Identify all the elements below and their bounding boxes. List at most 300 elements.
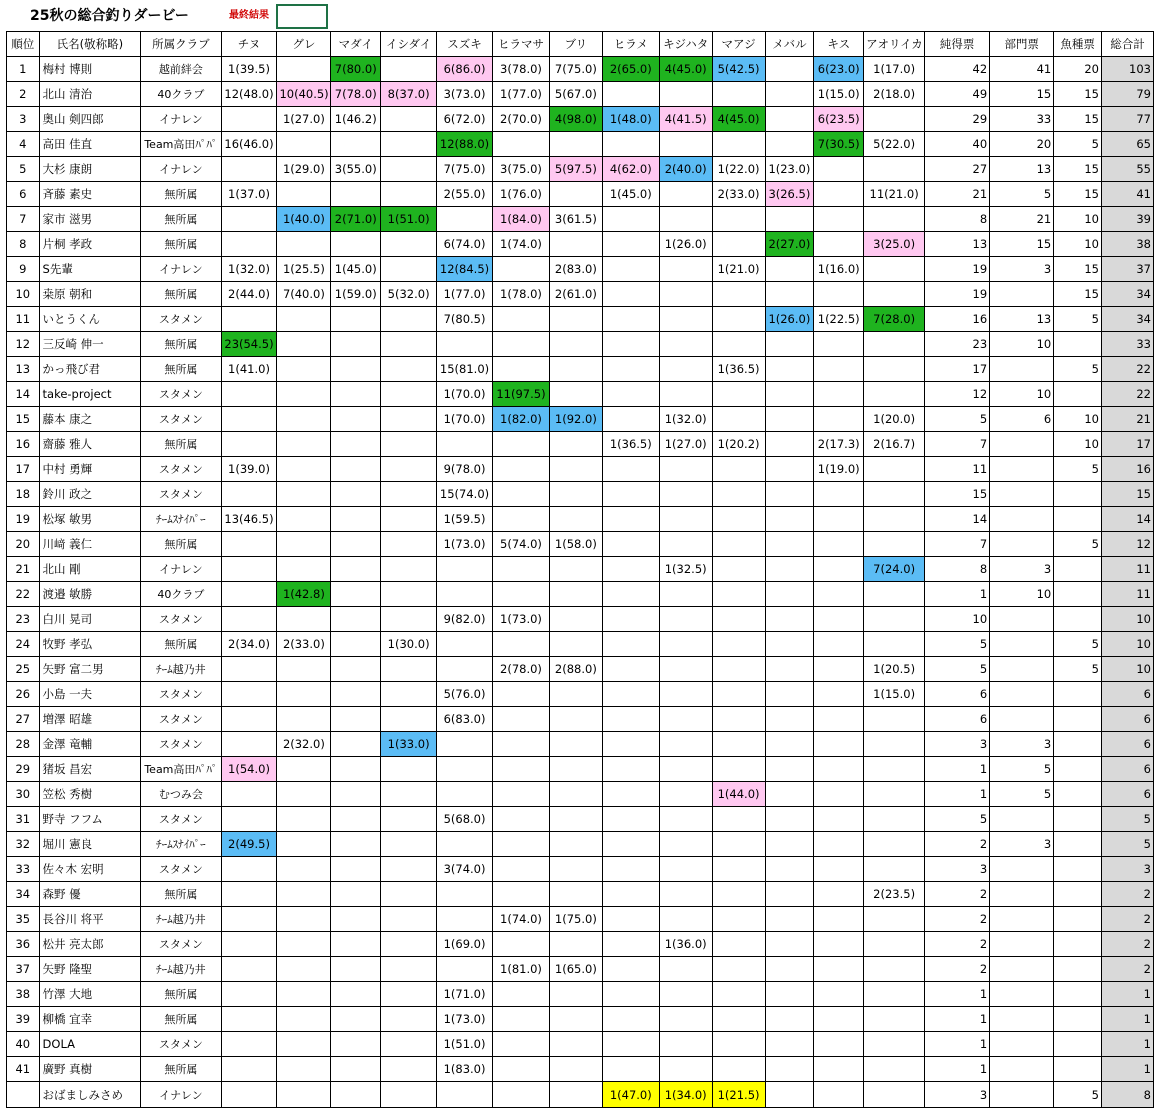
net-votes-cell[interactable]: 5 <box>925 407 990 432</box>
fish-score-cell[interactable] <box>814 1007 864 1032</box>
fish-score-cell[interactable] <box>602 957 659 982</box>
rank-cell[interactable]: 25 <box>7 657 40 682</box>
fish-score-cell[interactable] <box>493 357 550 382</box>
fish-score-cell[interactable] <box>864 907 925 932</box>
fish-score-cell[interactable] <box>814 907 864 932</box>
fish-score-cell[interactable]: 1(73.0) <box>493 607 550 632</box>
fish-score-cell[interactable] <box>659 182 712 207</box>
fish-score-cell[interactable] <box>765 282 814 307</box>
name-cell[interactable]: 笠松 秀樹 <box>39 782 141 807</box>
fish-score-cell[interactable]: 1(25.5) <box>277 257 331 282</box>
fish-score-cell[interactable] <box>814 782 864 807</box>
species-votes-cell[interactable] <box>1054 1032 1102 1057</box>
fish-score-cell[interactable] <box>331 457 381 482</box>
fish-score-cell[interactable] <box>549 132 602 157</box>
fish-score-cell[interactable] <box>864 207 925 232</box>
rank-cell[interactable]: 19 <box>7 507 40 532</box>
fish-score-cell[interactable] <box>381 757 437 782</box>
fish-score-cell[interactable] <box>221 857 277 882</box>
fish-score-cell[interactable]: 1(74.0) <box>493 232 550 257</box>
fish-score-cell[interactable] <box>864 982 925 1007</box>
name-cell[interactable]: 中村 勇輝 <box>39 457 141 482</box>
fish-score-cell[interactable] <box>331 232 381 257</box>
rank-cell[interactable]: 30 <box>7 782 40 807</box>
fish-score-cell[interactable] <box>331 332 381 357</box>
club-cell[interactable]: ﾁｰﾑ越乃井 <box>141 907 221 932</box>
fish-score-cell[interactable] <box>712 532 765 557</box>
fish-score-cell[interactable] <box>493 632 550 657</box>
fish-score-cell[interactable] <box>814 407 864 432</box>
fish-score-cell[interactable]: 3(73.0) <box>437 82 493 107</box>
grand-total-cell[interactable]: 2 <box>1102 957 1154 982</box>
fish-score-cell[interactable] <box>331 382 381 407</box>
column-header[interactable]: 所属クラブ <box>141 32 221 57</box>
fish-score-cell[interactable] <box>765 957 814 982</box>
column-header[interactable]: 純得票 <box>925 32 990 57</box>
species-votes-cell[interactable] <box>1054 932 1102 957</box>
fish-score-cell[interactable] <box>814 932 864 957</box>
fish-score-cell[interactable] <box>549 507 602 532</box>
fish-score-cell[interactable] <box>814 1057 864 1082</box>
rank-cell[interactable]: 15 <box>7 407 40 432</box>
fish-score-cell[interactable]: 7(80.5) <box>437 307 493 332</box>
fish-score-cell[interactable] <box>602 832 659 857</box>
fish-score-cell[interactable]: 1(76.0) <box>493 182 550 207</box>
fish-score-cell[interactable]: 7(75.0) <box>549 57 602 82</box>
fish-score-cell[interactable] <box>712 132 765 157</box>
net-votes-cell[interactable]: 19 <box>925 282 990 307</box>
fish-score-cell[interactable]: 6(23.5) <box>814 107 864 132</box>
species-votes-cell[interactable] <box>1054 1057 1102 1082</box>
dept-votes-cell[interactable] <box>990 682 1054 707</box>
grand-total-cell[interactable]: 79 <box>1102 82 1154 107</box>
fish-score-cell[interactable] <box>659 982 712 1007</box>
club-cell[interactable]: スタメン <box>141 407 221 432</box>
fish-score-cell[interactable] <box>381 357 437 382</box>
fish-score-cell[interactable] <box>549 1032 602 1057</box>
fish-score-cell[interactable] <box>602 407 659 432</box>
grand-total-cell[interactable]: 21 <box>1102 407 1154 432</box>
grand-total-cell[interactable]: 38 <box>1102 232 1154 257</box>
species-votes-cell[interactable] <box>1054 832 1102 857</box>
species-votes-cell[interactable]: 20 <box>1054 57 1102 82</box>
rank-cell[interactable]: 20 <box>7 532 40 557</box>
fish-score-cell[interactable]: 1(26.0) <box>659 232 712 257</box>
fish-score-cell[interactable] <box>493 732 550 757</box>
fish-score-cell[interactable] <box>549 857 602 882</box>
fish-score-cell[interactable] <box>659 1057 712 1082</box>
fish-score-cell[interactable]: 1(77.0) <box>437 282 493 307</box>
grand-total-cell[interactable]: 8 <box>1102 1082 1154 1108</box>
rank-cell[interactable]: 11 <box>7 307 40 332</box>
dept-votes-cell[interactable] <box>990 857 1054 882</box>
rank-cell[interactable]: 5 <box>7 157 40 182</box>
fish-score-cell[interactable] <box>381 457 437 482</box>
fish-score-cell[interactable] <box>659 607 712 632</box>
fish-score-cell[interactable]: 3(75.0) <box>493 157 550 182</box>
dept-votes-cell[interactable]: 5 <box>990 782 1054 807</box>
grand-total-cell[interactable]: 17 <box>1102 432 1154 457</box>
fish-score-cell[interactable] <box>765 482 814 507</box>
fish-score-cell[interactable]: 2(18.0) <box>864 82 925 107</box>
net-votes-cell[interactable]: 2 <box>925 907 990 932</box>
fish-score-cell[interactable] <box>549 182 602 207</box>
fish-score-cell[interactable] <box>221 882 277 907</box>
fish-score-cell[interactable]: 15(81.0) <box>437 357 493 382</box>
fish-score-cell[interactable] <box>765 882 814 907</box>
fish-score-cell[interactable] <box>381 957 437 982</box>
fish-score-cell[interactable]: 1(78.0) <box>493 282 550 307</box>
fish-score-cell[interactable] <box>602 457 659 482</box>
fish-score-cell[interactable] <box>381 707 437 732</box>
name-cell[interactable]: 矢野 隆聖 <box>39 957 141 982</box>
name-cell[interactable]: 大杉 康朗 <box>39 157 141 182</box>
fish-score-cell[interactable] <box>381 607 437 632</box>
fish-score-cell[interactable]: 2(88.0) <box>549 657 602 682</box>
fish-score-cell[interactable] <box>712 907 765 932</box>
fish-score-cell[interactable] <box>549 232 602 257</box>
name-cell[interactable]: 藤本 康之 <box>39 407 141 432</box>
name-cell[interactable]: 野寺 フフム <box>39 807 141 832</box>
fish-score-cell[interactable] <box>437 582 493 607</box>
fish-score-cell[interactable] <box>864 607 925 632</box>
fish-score-cell[interactable] <box>381 932 437 957</box>
fish-score-cell[interactable] <box>602 207 659 232</box>
name-cell[interactable]: 白川 晃司 <box>39 607 141 632</box>
fish-score-cell[interactable] <box>602 757 659 782</box>
fish-score-cell[interactable] <box>277 1032 331 1057</box>
fish-score-cell[interactable] <box>602 282 659 307</box>
fish-score-cell[interactable]: 2(40.0) <box>659 157 712 182</box>
fish-score-cell[interactable] <box>381 907 437 932</box>
fish-score-cell[interactable] <box>331 432 381 457</box>
grand-total-cell[interactable]: 2 <box>1102 882 1154 907</box>
fish-score-cell[interactable] <box>277 407 331 432</box>
fish-score-cell[interactable] <box>712 232 765 257</box>
fish-score-cell[interactable] <box>864 382 925 407</box>
fish-score-cell[interactable]: 1(54.0) <box>221 757 277 782</box>
grand-total-cell[interactable]: 15 <box>1102 482 1154 507</box>
fish-score-cell[interactable]: 1(32.0) <box>221 257 277 282</box>
rank-cell[interactable]: 32 <box>7 832 40 857</box>
fish-score-cell[interactable] <box>331 807 381 832</box>
rank-cell[interactable]: 39 <box>7 1007 40 1032</box>
grand-total-cell[interactable]: 12 <box>1102 532 1154 557</box>
name-cell[interactable]: 堀川 憲良 <box>39 832 141 857</box>
fish-score-cell[interactable] <box>712 582 765 607</box>
fish-score-cell[interactable] <box>814 882 864 907</box>
name-cell[interactable]: 金澤 竜輔 <box>39 732 141 757</box>
fish-score-cell[interactable] <box>765 132 814 157</box>
fish-score-cell[interactable]: 1(70.0) <box>437 382 493 407</box>
fish-score-cell[interactable] <box>549 932 602 957</box>
fish-score-cell[interactable] <box>221 382 277 407</box>
fish-score-cell[interactable] <box>864 632 925 657</box>
fish-score-cell[interactable] <box>814 557 864 582</box>
fish-score-cell[interactable] <box>493 832 550 857</box>
name-cell[interactable]: 梅村 博則 <box>39 57 141 82</box>
fish-score-cell[interactable] <box>814 157 864 182</box>
fish-score-cell[interactable] <box>493 307 550 332</box>
fish-score-cell[interactable] <box>277 232 331 257</box>
rank-cell[interactable]: 7 <box>7 207 40 232</box>
fish-score-cell[interactable]: 5(32.0) <box>381 282 437 307</box>
fish-score-cell[interactable] <box>277 482 331 507</box>
fish-score-cell[interactable] <box>864 1032 925 1057</box>
fish-score-cell[interactable]: 1(16.0) <box>814 257 864 282</box>
fish-score-cell[interactable] <box>765 382 814 407</box>
column-header[interactable]: キス <box>814 32 864 57</box>
fish-score-cell[interactable] <box>712 207 765 232</box>
net-votes-cell[interactable]: 10 <box>925 607 990 632</box>
fish-score-cell[interactable]: 1(47.0) <box>602 1082 659 1108</box>
net-votes-cell[interactable]: 3 <box>925 857 990 882</box>
fish-score-cell[interactable] <box>765 657 814 682</box>
fish-score-cell[interactable] <box>549 807 602 832</box>
fish-score-cell[interactable] <box>277 607 331 632</box>
dept-votes-cell[interactable] <box>990 807 1054 832</box>
fish-score-cell[interactable]: 7(24.0) <box>864 557 925 582</box>
column-header[interactable]: マダイ <box>331 32 381 57</box>
fish-score-cell[interactable] <box>221 1057 277 1082</box>
name-cell[interactable]: S先輩 <box>39 257 141 282</box>
rank-cell[interactable]: 13 <box>7 357 40 382</box>
fish-score-cell[interactable] <box>712 882 765 907</box>
rank-cell[interactable]: 40 <box>7 1032 40 1057</box>
fish-score-cell[interactable] <box>493 857 550 882</box>
grand-total-cell[interactable]: 6 <box>1102 732 1154 757</box>
club-cell[interactable]: Team高田ﾊﾟﾊﾟ <box>141 132 221 157</box>
name-cell[interactable]: 長谷川 将平 <box>39 907 141 932</box>
fish-score-cell[interactable] <box>549 1007 602 1032</box>
fish-score-cell[interactable]: 5(97.5) <box>549 157 602 182</box>
rank-cell[interactable]: 22 <box>7 582 40 607</box>
name-cell[interactable]: 北山 清治 <box>39 82 141 107</box>
grand-total-cell[interactable]: 3 <box>1102 857 1154 882</box>
club-cell[interactable]: ﾁｰﾑｽﾅｲﾊﾟｰ <box>141 832 221 857</box>
fish-score-cell[interactable]: 1(21.0) <box>712 257 765 282</box>
fish-score-cell[interactable] <box>437 907 493 932</box>
fish-score-cell[interactable] <box>659 507 712 532</box>
rank-cell[interactable]: 37 <box>7 957 40 982</box>
fish-score-cell[interactable] <box>277 857 331 882</box>
fish-score-cell[interactable]: 1(42.8) <box>277 582 331 607</box>
fish-score-cell[interactable]: 2(55.0) <box>437 182 493 207</box>
column-header[interactable]: メバル <box>765 32 814 57</box>
fish-score-cell[interactable] <box>381 507 437 532</box>
fish-score-cell[interactable] <box>493 557 550 582</box>
dept-votes-cell[interactable] <box>990 882 1054 907</box>
fish-score-cell[interactable] <box>331 907 381 932</box>
dept-votes-cell[interactable]: 10 <box>990 382 1054 407</box>
fish-score-cell[interactable]: 2(71.0) <box>331 207 381 232</box>
fish-score-cell[interactable]: 2(16.7) <box>864 432 925 457</box>
fish-score-cell[interactable] <box>221 107 277 132</box>
fish-score-cell[interactable] <box>331 682 381 707</box>
fish-score-cell[interactable] <box>331 882 381 907</box>
fish-score-cell[interactable]: 1(73.0) <box>437 1007 493 1032</box>
fish-score-cell[interactable]: 4(41.5) <box>659 107 712 132</box>
fish-score-cell[interactable]: 1(39.0) <box>221 457 277 482</box>
species-votes-cell[interactable] <box>1054 507 1102 532</box>
fish-score-cell[interactable] <box>331 1007 381 1032</box>
fish-score-cell[interactable] <box>712 857 765 882</box>
species-votes-cell[interactable] <box>1054 807 1102 832</box>
net-votes-cell[interactable]: 3 <box>925 732 990 757</box>
fish-score-cell[interactable] <box>864 332 925 357</box>
fish-score-cell[interactable] <box>864 1007 925 1032</box>
fish-score-cell[interactable] <box>277 457 331 482</box>
fish-score-cell[interactable] <box>765 807 814 832</box>
fish-score-cell[interactable]: 1(26.0) <box>765 307 814 332</box>
fish-score-cell[interactable] <box>765 857 814 882</box>
fish-score-cell[interactable] <box>381 557 437 582</box>
species-votes-cell[interactable]: 5 <box>1054 457 1102 482</box>
grand-total-cell[interactable]: 55 <box>1102 157 1154 182</box>
fish-score-cell[interactable] <box>765 632 814 657</box>
fish-score-cell[interactable]: 1(75.0) <box>549 907 602 932</box>
fish-score-cell[interactable] <box>331 182 381 207</box>
club-cell[interactable]: スタメン <box>141 932 221 957</box>
grand-total-cell[interactable]: 22 <box>1102 357 1154 382</box>
fish-score-cell[interactable]: 1(59.0) <box>331 282 381 307</box>
fish-score-cell[interactable] <box>814 732 864 757</box>
fish-score-cell[interactable] <box>659 482 712 507</box>
fish-score-cell[interactable] <box>602 332 659 357</box>
grand-total-cell[interactable]: 10 <box>1102 657 1154 682</box>
column-header[interactable]: グレ <box>277 32 331 57</box>
net-votes-cell[interactable]: 5 <box>925 657 990 682</box>
fish-score-cell[interactable] <box>381 882 437 907</box>
fish-score-cell[interactable] <box>331 482 381 507</box>
club-cell[interactable]: 無所属 <box>141 1007 221 1032</box>
fish-score-cell[interactable]: 15(74.0) <box>437 482 493 507</box>
fish-score-cell[interactable] <box>277 382 331 407</box>
fish-score-cell[interactable] <box>331 307 381 332</box>
rank-cell[interactable]: 33 <box>7 857 40 882</box>
dept-votes-cell[interactable]: 5 <box>990 182 1054 207</box>
fish-score-cell[interactable] <box>814 832 864 857</box>
species-votes-cell[interactable] <box>1054 607 1102 632</box>
fish-score-cell[interactable] <box>277 432 331 457</box>
fish-score-cell[interactable] <box>864 507 925 532</box>
fish-score-cell[interactable]: 1(20.0) <box>864 407 925 432</box>
fish-score-cell[interactable]: 1(65.0) <box>549 957 602 982</box>
grand-total-cell[interactable]: 2 <box>1102 907 1154 932</box>
grand-total-cell[interactable]: 2 <box>1102 932 1154 957</box>
grand-total-cell[interactable]: 5 <box>1102 832 1154 857</box>
dept-votes-cell[interactable] <box>990 282 1054 307</box>
fish-score-cell[interactable] <box>602 382 659 407</box>
fish-score-cell[interactable] <box>221 232 277 257</box>
net-votes-cell[interactable]: 27 <box>925 157 990 182</box>
fish-score-cell[interactable] <box>602 632 659 657</box>
species-votes-cell[interactable]: 15 <box>1054 257 1102 282</box>
rank-cell[interactable]: 3 <box>7 107 40 132</box>
fish-score-cell[interactable] <box>331 557 381 582</box>
fish-score-cell[interactable] <box>331 632 381 657</box>
fish-score-cell[interactable] <box>549 832 602 857</box>
fish-score-cell[interactable]: 1(92.0) <box>549 407 602 432</box>
rank-cell[interactable] <box>7 1082 40 1108</box>
species-votes-cell[interactable]: 10 <box>1054 232 1102 257</box>
fish-score-cell[interactable] <box>221 982 277 1007</box>
dept-votes-cell[interactable] <box>990 707 1054 732</box>
rank-cell[interactable]: 6 <box>7 182 40 207</box>
fish-score-cell[interactable] <box>659 282 712 307</box>
name-cell[interactable]: かっ飛び君 <box>39 357 141 382</box>
fish-score-cell[interactable] <box>277 907 331 932</box>
species-votes-cell[interactable] <box>1054 982 1102 1007</box>
name-cell[interactable]: いとうくん <box>39 307 141 332</box>
club-cell[interactable]: スタメン <box>141 382 221 407</box>
fish-score-cell[interactable] <box>712 82 765 107</box>
fish-score-cell[interactable]: 1(73.0) <box>437 532 493 557</box>
fish-score-cell[interactable]: 2(34.0) <box>221 632 277 657</box>
fish-score-cell[interactable]: 3(55.0) <box>331 157 381 182</box>
dept-votes-cell[interactable] <box>990 957 1054 982</box>
fish-score-cell[interactable] <box>814 232 864 257</box>
fish-score-cell[interactable]: 1(74.0) <box>493 907 550 932</box>
fish-score-cell[interactable] <box>712 982 765 1007</box>
fish-score-cell[interactable] <box>765 457 814 482</box>
club-cell[interactable]: イナレン <box>141 107 221 132</box>
net-votes-cell[interactable]: 7 <box>925 432 990 457</box>
fish-score-cell[interactable] <box>221 582 277 607</box>
fish-score-cell[interactable]: 2(32.0) <box>277 732 331 757</box>
fish-score-cell[interactable] <box>659 682 712 707</box>
fish-score-cell[interactable] <box>549 582 602 607</box>
net-votes-cell[interactable]: 2 <box>925 832 990 857</box>
fish-score-cell[interactable] <box>437 657 493 682</box>
fish-score-cell[interactable] <box>765 907 814 932</box>
fish-score-cell[interactable]: 1(45.0) <box>602 182 659 207</box>
fish-score-cell[interactable] <box>712 482 765 507</box>
fish-score-cell[interactable]: 2(27.0) <box>765 232 814 257</box>
club-cell[interactable]: スタメン <box>141 607 221 632</box>
dept-votes-cell[interactable]: 10 <box>990 332 1054 357</box>
name-cell[interactable]: 矢野 富二男 <box>39 657 141 682</box>
dept-votes-cell[interactable] <box>990 457 1054 482</box>
species-votes-cell[interactable] <box>1054 707 1102 732</box>
fish-score-cell[interactable] <box>864 707 925 732</box>
fish-score-cell[interactable]: 2(33.0) <box>712 182 765 207</box>
fish-score-cell[interactable] <box>381 782 437 807</box>
net-votes-cell[interactable]: 5 <box>925 807 990 832</box>
column-header[interactable]: ヒラメ <box>602 32 659 57</box>
club-cell[interactable]: スタメン <box>141 707 221 732</box>
fish-score-cell[interactable] <box>549 457 602 482</box>
fish-score-cell[interactable]: 1(15.0) <box>814 82 864 107</box>
fish-score-cell[interactable]: 1(32.5) <box>659 557 712 582</box>
fish-score-cell[interactable] <box>864 1082 925 1108</box>
fish-score-cell[interactable] <box>549 782 602 807</box>
dept-votes-cell[interactable] <box>990 1057 1054 1082</box>
fish-score-cell[interactable] <box>712 382 765 407</box>
club-cell[interactable]: 無所属 <box>141 232 221 257</box>
name-cell[interactable]: 桒原 朝和 <box>39 282 141 307</box>
fish-score-cell[interactable]: 6(74.0) <box>437 232 493 257</box>
name-cell[interactable]: 佐々木 宏明 <box>39 857 141 882</box>
rank-cell[interactable]: 29 <box>7 757 40 782</box>
fish-score-cell[interactable]: 1(77.0) <box>493 82 550 107</box>
fish-score-cell[interactable]: 1(33.0) <box>381 732 437 757</box>
species-votes-cell[interactable] <box>1054 1007 1102 1032</box>
fish-score-cell[interactable] <box>602 582 659 607</box>
fish-score-cell[interactable]: 4(45.0) <box>712 107 765 132</box>
fish-score-cell[interactable] <box>549 1082 602 1108</box>
fish-score-cell[interactable]: 1(46.2) <box>331 107 381 132</box>
